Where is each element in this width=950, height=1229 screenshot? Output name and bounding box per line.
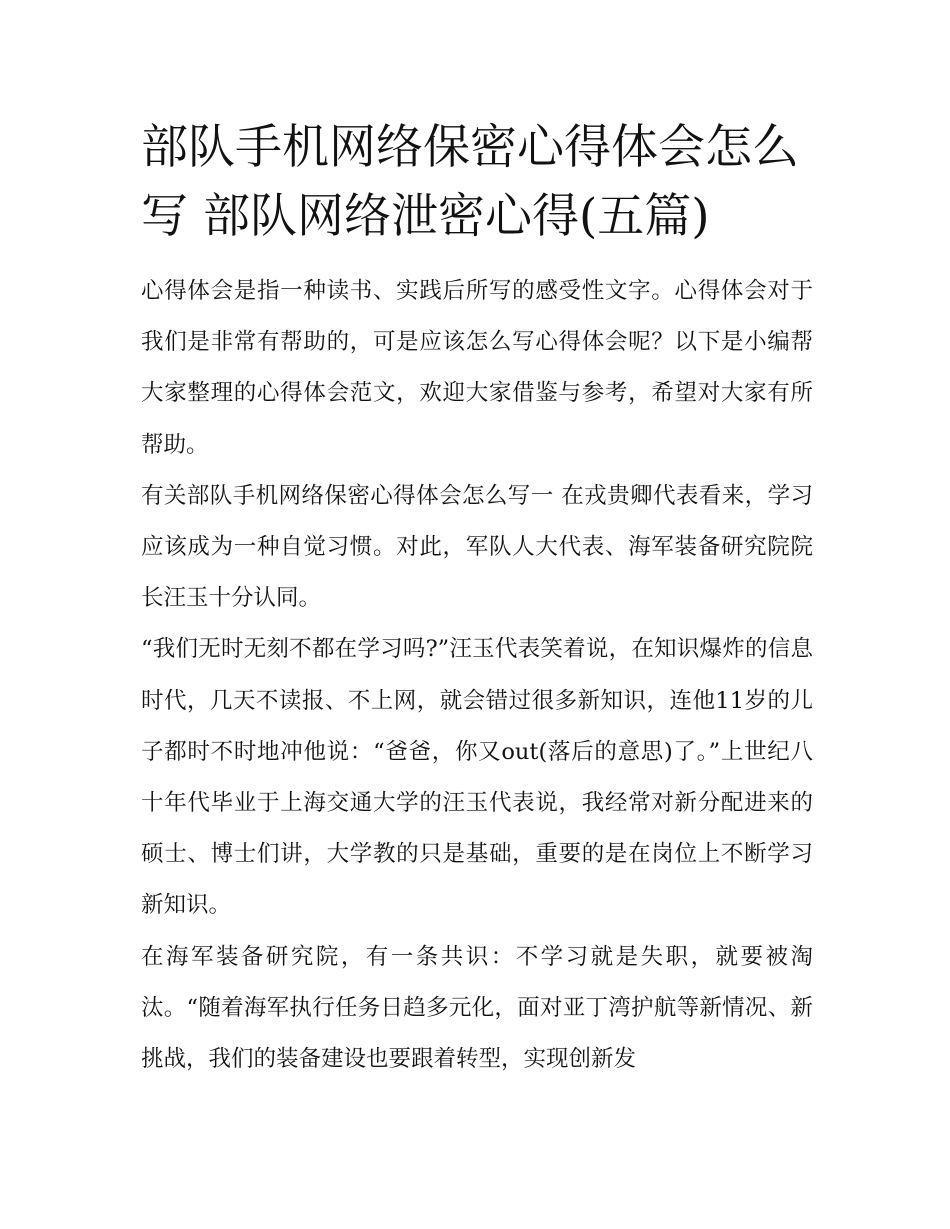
paragraph-2: “我们无时无刻不都在学习吗?”汪玉代表笑着说，在知识爆炸的信息时代，几天不读报、不上网，就会错过很多新知识，连他11岁的儿子都时不时地冲他说：“爸爸，你又out(落后的意思)了。”上世纪八十年代毕业于上海交通大学的汪玉代表说，我经常对新分配进来的硕士、博士们讲，大学教的只是基础，重要的是在岗位上不断学习新知识。 — [141, 636, 813, 919]
paragraph-1: 有关部队手机网络保密心得体会怎么写一 在戎贵卿代表看来，学习应该成为一种自觉习惯。对此，军队人大代表、海军装备研究院院长汪玉十分认同。 — [141, 482, 813, 612]
document-title: 部队手机网络保密心得体会怎么写 部队网络泄密心得(五篇) — [141, 120, 799, 244]
paragraph-3: 在海军装备研究院，有一条共识：不学习就是失职，就要被淘汰。“随着海军执行任务日趋多元化，面对亚丁湾护航等新情况、新挑战，我们的装备建设也要跟着转型，实现创新发 — [141, 943, 813, 1073]
paragraph-intro: 心得体会是指一种读书、实践后所写的感受性文字。心得体会对于我们是非常有帮助的，可是应该怎么写心得体会呢？以下是小编帮大家整理的心得体会范文，欢迎大家借鉴与参考，希望对大家有所帮助。 — [141, 278, 813, 458]
document-body — [141, 113, 813, 1085]
